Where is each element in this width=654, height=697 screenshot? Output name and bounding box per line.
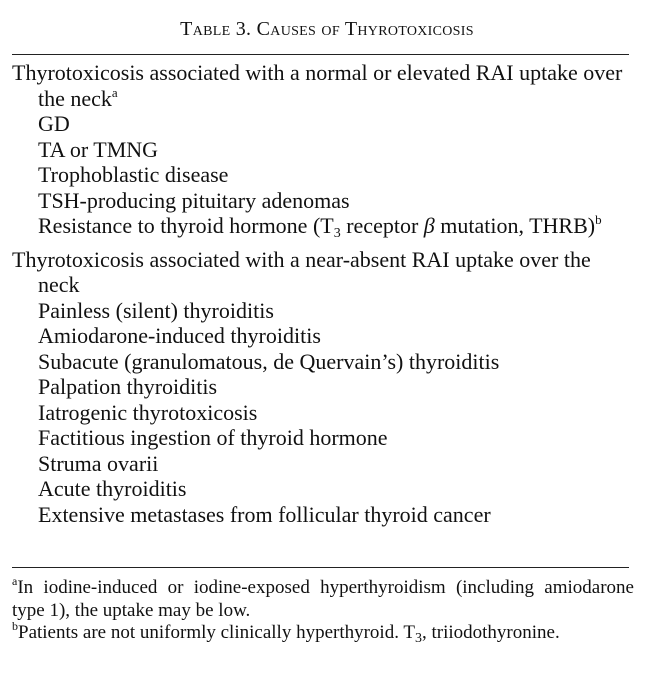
footnote-text: , triiodothyronine. <box>421 622 560 643</box>
list-item: Trophoblastic disease <box>38 162 229 187</box>
item-text-part: receptor <box>340 213 424 238</box>
footnote-b <box>12 619 634 646</box>
list-item: Struma ovarii <box>38 450 159 476</box>
footnote-text: Patients are not uniformly clinically hyperthyroid. T <box>18 622 415 643</box>
subscript-3: 3 <box>414 631 422 646</box>
group-heading-normal-uptake <box>12 60 632 111</box>
subscript-3: 3 <box>333 226 341 241</box>
table-footnotes <box>12 574 634 646</box>
list-item: Subacute (granulomatous, de Quervain’s) thyroiditis <box>38 348 500 374</box>
table-body <box>12 60 632 527</box>
footnote-mark: a <box>12 574 18 588</box>
list-item: Acute thyroiditis <box>38 476 187 501</box>
beta-symbol: β <box>423 213 435 238</box>
bottom-rule <box>12 567 629 568</box>
list-item: Extensive metastases from follicular thyroid cancer <box>38 501 491 527</box>
list-item: Painless (silent) thyroiditis <box>38 297 274 323</box>
list-item: Palpation thyroiditis <box>38 374 218 399</box>
list-item-thyroid-hormone-resistance <box>12 213 632 239</box>
footnote-text: In iodine-induced or iodine-exposed hyperthyroidism (including amiodarone type 1), the uptake may be low. <box>12 577 634 621</box>
list-item: TSH-producing pituitary adenomas <box>38 187 350 213</box>
list-item: GD <box>38 111 70 136</box>
footnote-mark-b: b <box>595 212 602 227</box>
table-caption: Table 3. Causes of Thyrotoxicosis <box>180 18 474 40</box>
item-text-part: Resistance to thyroid hormone (T <box>38 213 334 238</box>
group-heading-near-absent-uptake: Thyrotoxicosis associated with a near-absent RAI uptake over the neck <box>12 246 591 297</box>
group-heading-text: Thyrotoxicosis associated with a normal or elevated RAI uptake over the neck <box>12 60 623 111</box>
top-rule <box>12 54 629 55</box>
list-item: TA or TMNG <box>38 136 159 162</box>
list-item: Amiodarone-induced thyroiditis <box>38 323 321 348</box>
item-text-part: mutation, THRB) <box>434 213 596 238</box>
footnote-a <box>12 574 634 622</box>
list-item: Iatrogenic thyrotoxicosis <box>38 399 258 425</box>
footnote-mark: b <box>12 619 18 633</box>
list-item: Factitious ingestion of thyroid hormone <box>38 425 388 450</box>
footnote-mark-a: a <box>111 84 118 100</box>
group-spacer <box>12 239 632 247</box>
